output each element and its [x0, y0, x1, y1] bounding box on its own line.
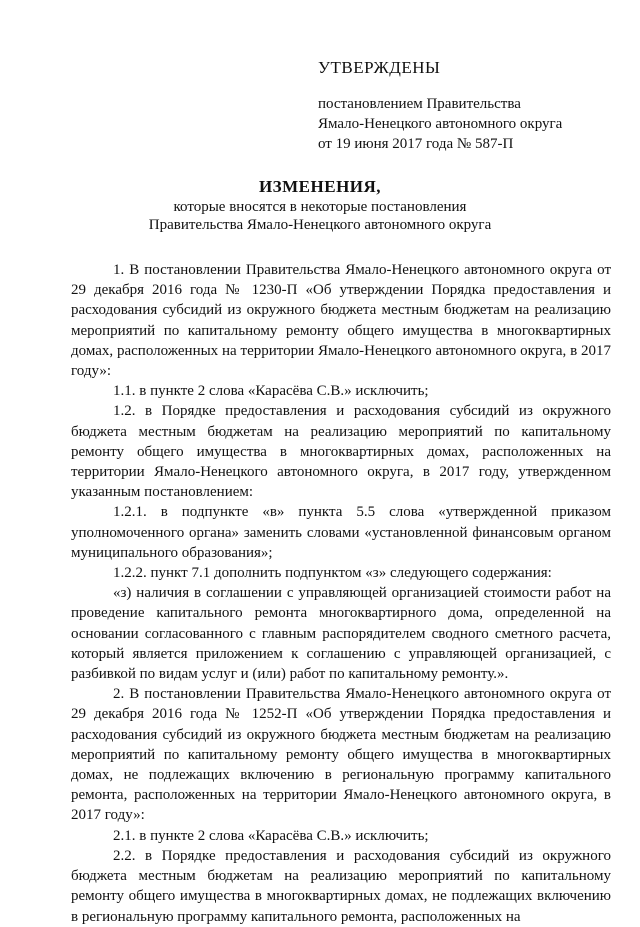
body-paragraph: «з) наличия в соглашении с управляющей организацией стоимости работ на проведение капитального ремонта многоквартирного дома, определенной на основании согласованного с главным распорядителем сводного сметного расчета, который является приложением к соглашению с управляющей организацией, с разбивкой по видам услуг и (или) работ по капитальному ремонту.».	[71, 585, 611, 683]
heading-subtitle-line: Правительства Ямало-Ненецкого автономного округа	[148, 217, 492, 233]
approval-line: Ямало-Ненецкого автономного округа	[318, 116, 563, 132]
approval-stamp	[318, 58, 618, 154]
document-heading	[0, 176, 640, 234]
body-paragraph: 1.2.2. пункт 7.1 дополнить подпунктом «з» следующего содержания:	[113, 565, 552, 582]
body-paragraph: 1.1. в пункте 2 слова «Карасёва С.В.» исключить;	[113, 383, 429, 400]
heading-subtitle-line: которые вносятся в некоторые постановления	[173, 199, 467, 215]
approval-details	[318, 94, 618, 154]
document-body	[71, 260, 611, 927]
body-paragraph: 2.1. в пункте 2 слова «Карасёва С.В.» исключить;	[113, 827, 429, 844]
body-paragraph: 2.2. в Порядке предоставления и расходования субсидий из окружного бюджета местным бюджетам на реализацию мероприятий по капитальному ремонту общего имущества в многоквартирных домах, не подлежащих включению в региональную программу капитального ремонта, расположенных на	[71, 847, 611, 925]
heading-title: ИЗМЕНЕНИЯ,	[258, 177, 382, 196]
body-paragraph: 1. В постановлении Правительства Ямало-Ненецкого автономного округа от 29 декабря 2016 года № 1230-П «Об утверждении Порядка предоставления и расходования субсидий из окружного бюджета местным бюджетам на реализацию мероприятий по капитальному ремонту общего имущества в многоквартирных домах, расположенных на территории Ямало-Ненецкого автономного округа, в 2017 году»:	[71, 262, 611, 380]
body-paragraph: 1.2. в Порядке предоставления и расходования субсидий из окружного бюджета местным бюджетам на реализацию мероприятий по капитальному ремонту общего имущества в многоквартирных домах, расположенных на территории Ямало-Ненецкого автономного округа, в 2017 году, утвержденном указанным постановлением:	[71, 403, 611, 501]
approval-title: УТВЕРЖДЕНЫ	[318, 58, 441, 77]
approval-line: от 19 июня 2017 года № 587-П	[318, 136, 514, 152]
approval-line: постановлением Правительства	[318, 96, 521, 112]
body-paragraph: 2. В постановлении Правительства Ямало-Ненецкого автономного округа от 29 декабря 2016 года № 1252-П «Об утверждении Порядка предоставления и расходования субсидий из окружного бюджета местным бюджетам на реализацию мероприятий по капитальному ремонту общего имущества в многоквартирных домах, не подлежащих включению в региональную программу капитального ремонта, расположенных на территории Ямало-Ненецкого автономного округа, в 2017 году»:	[71, 686, 611, 824]
body-paragraph: 1.2.1. в подпункте «в» пункта 5.5 слова «утвержденной приказом уполномоченного органа» заменить словами «установленной финансовым органом муниципального образования»;	[71, 504, 611, 561]
